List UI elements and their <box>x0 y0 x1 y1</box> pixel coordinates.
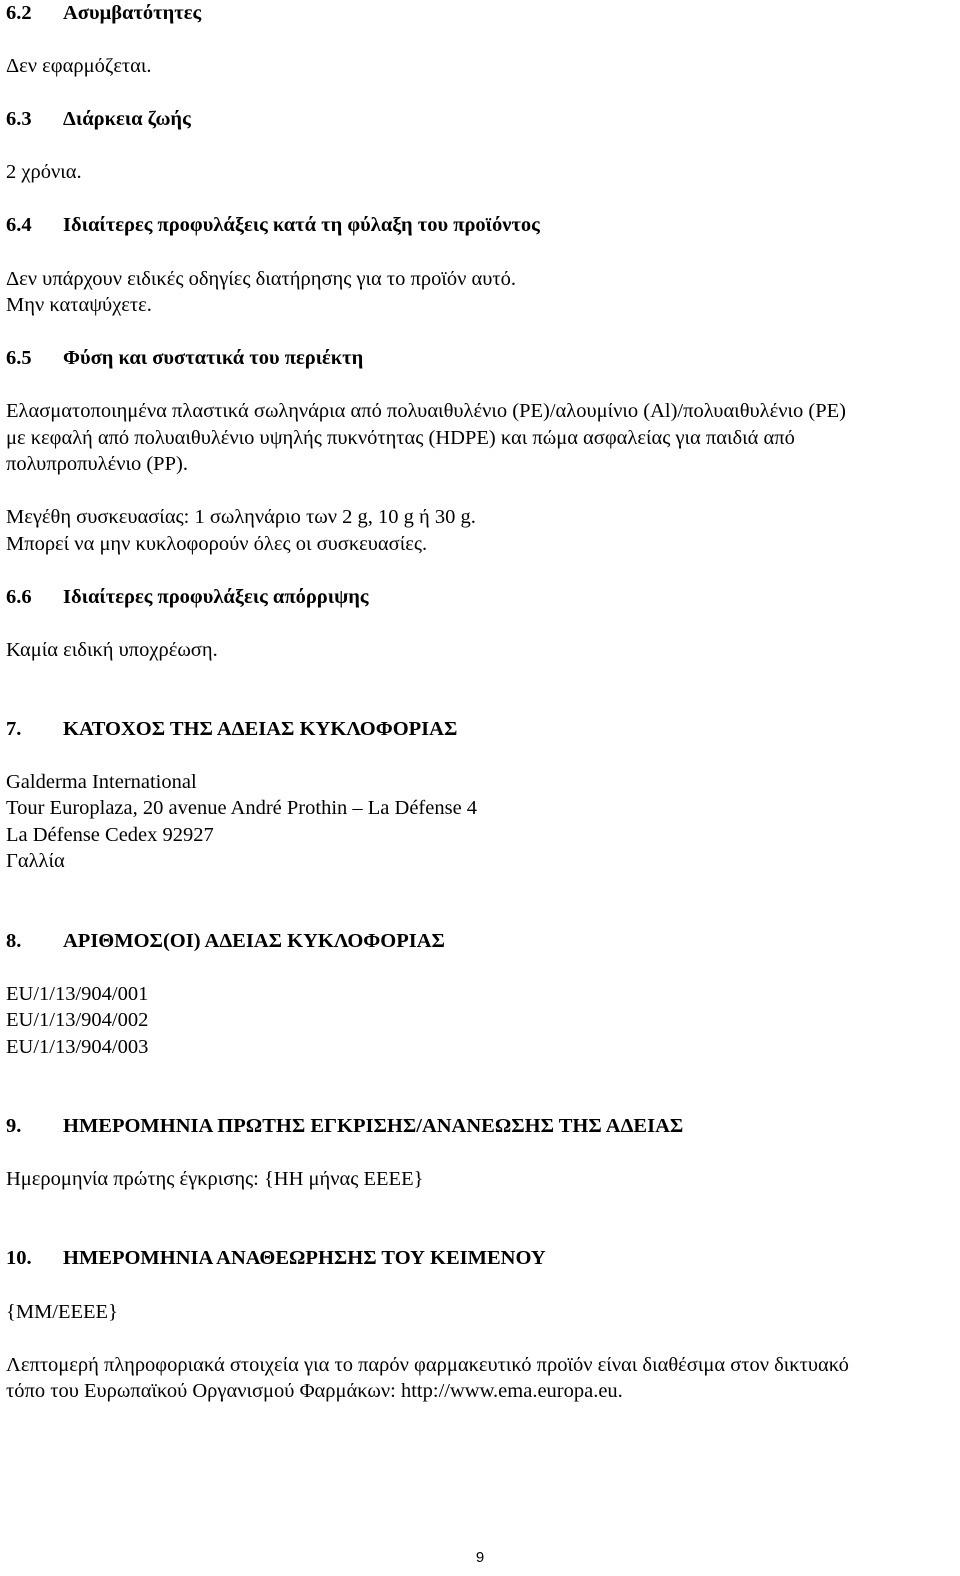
section-6-5-text-line: Ελασματοποιημένα πλαστικά σωληνάρια από πολυαιθυλένιο (PE)/αλουμίνιο (Al)/πολυαιθυλένιο (PE) <box>6 400 846 422</box>
section-7-heading: 7. ΚΑΤΟΧΟΣ ΤΗΣ ΑΔΕΙΑΣ ΚΥΚΛΟΦΟΡΙΑΣ <box>6 718 458 740</box>
section-6-4-text-line: Δεν υπάρχουν ειδικές οδηγίες διατήρησης για το προϊόν αυτό. <box>6 268 517 290</box>
section-6-3-text: 2 χρόνια. <box>6 161 82 183</box>
section-9-text: Ημερομηνία πρώτης έγκρισης: {ΗΗ μήνας ΕΕΕΕ} <box>6 1168 424 1190</box>
section-7-text-line: Galderma International <box>6 771 197 793</box>
section-6-3-heading: 6.3 Διάρκεια ζωής <box>6 108 191 130</box>
section-6-5-text-line: πολυπροπυλένιο (PP). <box>6 453 188 475</box>
section-8-text-line: EU/1/13/904/001 <box>6 983 149 1005</box>
footer-text-line: Λεπτομερή πληροφοριακά στοιχεία για το παρόν φαρμακευτικό προϊόν είναι διαθέσιμα στον δικτυακό <box>6 1354 849 1376</box>
page-number: 9 <box>475 1549 485 1566</box>
section-6-5-text-line: Μεγέθη συσκευασίας: 1 σωληνάριο των 2 g, 10 g ή 30 g. <box>6 506 476 528</box>
section-8-text-line: EU/1/13/904/002 <box>6 1009 149 1031</box>
section-6-2-heading: 6.2 Ασυμβατότητες <box>6 2 202 24</box>
footer-text-line: τόπο του Ευρωπαϊκού Οργανισμού Φαρμάκων: http://www.ema.europa.eu. <box>6 1380 623 1402</box>
section-6-4-heading: 6.4 Ιδιαίτερες προφυλάξεις κατά τη φύλαξη του προϊόντος <box>6 214 540 236</box>
section-6-6-text: Καμία ειδική υποχρέωση. <box>6 639 218 661</box>
section-7-text-line: Γαλλία <box>6 850 65 872</box>
section-10-heading: 10. ΗΜΕΡΟΜΗΝΙΑ ΑΝΑΘΕΩΡΗΣΗΣ ΤΟΥ ΚΕΙΜΕΝΟΥ <box>6 1247 546 1269</box>
section-7-text-line: Tour Europlaza, 20 avenue André Prothin – La Défense 4 <box>6 797 478 819</box>
section-10-text: {ΜΜ/ΕΕΕΕ} <box>6 1301 118 1323</box>
section-9-heading: 9. ΗΜΕΡΟΜΗΝΙΑ ΠΡΩΤΗΣ ΕΓΚΡΙΣΗΣ/ΑΝΑΝΕΩΣΗΣ ΤΗΣ ΑΔΕΙΑΣ <box>6 1115 684 1137</box>
section-8-heading: 8. ΑΡΙΘΜΟΣ(ΟΙ) ΑΔΕΙΑΣ ΚΥΚΛΟΦΟΡΙΑΣ <box>6 930 445 952</box>
section-6-5-text-line: με κεφαλή από πολυαιθυλένιο υψηλής πυκνότητας (HDPE) και πώμα ασφαλείας για παιδιά από <box>6 427 795 449</box>
section-8-text-line: EU/1/13/904/003 <box>6 1036 149 1058</box>
section-7-text-line: La Défense Cedex 92927 <box>6 824 214 846</box>
section-6-5-heading: 6.5 Φύση και συστατικά του περιέκτη <box>6 347 364 369</box>
section-6-6-heading: 6.6 Ιδιαίτερες προφυλάξεις απόρριψης <box>6 586 369 608</box>
section-6-4-text-line: Μην καταψύχετε. <box>6 294 152 316</box>
section-6-2-text: Δεν εφαρμόζεται. <box>6 55 152 77</box>
section-6-5-text-line: Μπορεί να μην κυκλοφορούν όλες οι συσκευασίες. <box>6 533 428 555</box>
